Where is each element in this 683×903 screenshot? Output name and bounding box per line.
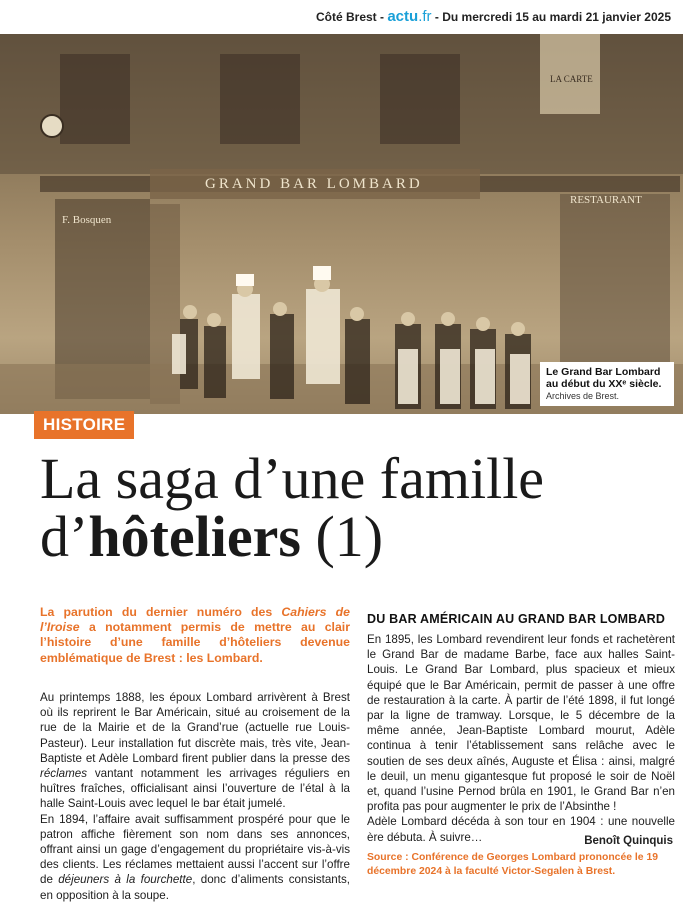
left-paragraph-1 <box>40 690 350 812</box>
p2-b: , donc d’aliments consistants, en opposition à la soupe. <box>40 873 350 902</box>
page-header <box>316 8 671 25</box>
lead-italic: Cahiers de l’Iroise <box>40 605 350 635</box>
right-subheading: DU BAR AMÉRICAIN AU GRAND BAR LOMBARD <box>367 612 666 626</box>
brand-name: actu <box>387 8 419 25</box>
author-name: Benoît Quinquis <box>584 835 673 847</box>
p1-italic: réclames <box>40 767 88 781</box>
section-tag[interactable]: HISTOIRE <box>34 411 134 439</box>
historic-photo <box>0 34 683 414</box>
caption-title-2: au début du XXᵉ siècle. <box>546 378 662 390</box>
title-suffix: (1) <box>300 504 384 569</box>
p1-a: Au printemps 1888, les époux Lombard arrivèrent à Brest où ils reprirent le Bar Américain, situé au croisement de la rue de la Mairie et de la Grand’rue (actuelle rue Louis-Pasteur). Leur installation fut discrète mais, très vite, Jean-Baptiste et Adèle Lombard firent publier dans la presse des <box>40 691 350 765</box>
publication-name: Côté Brest - <box>316 10 388 24</box>
source-note: Source : Conférence de Georges Lombard prononcée le 19 décembre 2024 à la faculté Victor-Segalen à Brest. <box>367 852 659 877</box>
right-paragraph-2: Adèle Lombard décéda à son tour en 1904 : une nouvelle ère débuta. À suivre… <box>367 815 675 844</box>
article-title <box>40 446 680 569</box>
lead-part-2: a notamment permis de mettre au clair l’histoire d’une famille d’hôteliers devenue emblématique de Brest : les Lombard. <box>40 620 350 665</box>
sign-main: GRAND BAR LOMBARD <box>205 176 423 192</box>
left-paragraph-2 <box>40 812 350 903</box>
sign-restaurant: RESTAURANT <box>570 194 642 206</box>
p2-a: En 1894, l’affaire avait suffisamment prospéré pour que le patron affiche fièrement son nom dans ses annonces, offrant ainsi un gage d’engagement du propriétaire vis-à-vis des clients. Les réclames mettaient aussi l’accent sur l’offre de <box>40 812 350 887</box>
left-column <box>40 690 350 903</box>
right-paragraph-1: En 1895, les Lombard revendirent leur fonds et rachetèrent le Grand Bar de madame Barbe, face aux halles Saint-Louis. Le Grand Bar Lombard, plus spacieux et mieux équipé que le Bar Américain, permit de passer à une offre de restauration à la carte. À partir de l’été 1898, il fut longé par la ligne de tramway. Lorsque, le 5 décembre de la même année, Jean-Baptiste Lombard mourut, Adèle continua à tenir l’établissement sans relâche avec le soutien de ses deux aînés, Auguste et Élisa : ainsi, malgré le deuil, un menu gigantesque fut proposé le soir de Noël et, quand l’usine Pernod brûla en 1901, le Grand Bar n’en profita pas pour augmenter le prix de l’Absinthe ! <box>367 633 675 814</box>
title-line-1: La saga d’une famille <box>40 446 545 511</box>
photo-caption <box>540 362 674 406</box>
brand-tld: .fr <box>418 8 432 25</box>
p2-italic: déjeuners à la fourchette <box>58 873 193 887</box>
article-lead <box>40 605 350 666</box>
sign-carte: LA CARTE <box>550 74 593 84</box>
title-bold: hôteliers <box>88 504 301 569</box>
brand-logo[interactable] <box>387 8 431 25</box>
right-column <box>367 632 675 845</box>
caption-credit: Archives de Brest. <box>546 391 620 401</box>
issue-dates: - Du mercredi 15 au mardi 21 janvier 2025 <box>431 10 671 24</box>
caption-title-1: Le Grand Bar Lombard <box>546 366 661 378</box>
lead-part-1: La parution du dernier numéro des <box>40 605 282 619</box>
title-line-2 <box>40 504 680 569</box>
sign-left: F. Bosquen <box>62 214 112 226</box>
title-prefix: d’ <box>40 504 89 569</box>
p1-b: vantant notamment les arrivages réguliers en huîtres fraîches, officialisant ainsi l’ouverture de l’étal à la halle Saint-Louis avec lequel le bar était jumelé. <box>40 767 350 811</box>
